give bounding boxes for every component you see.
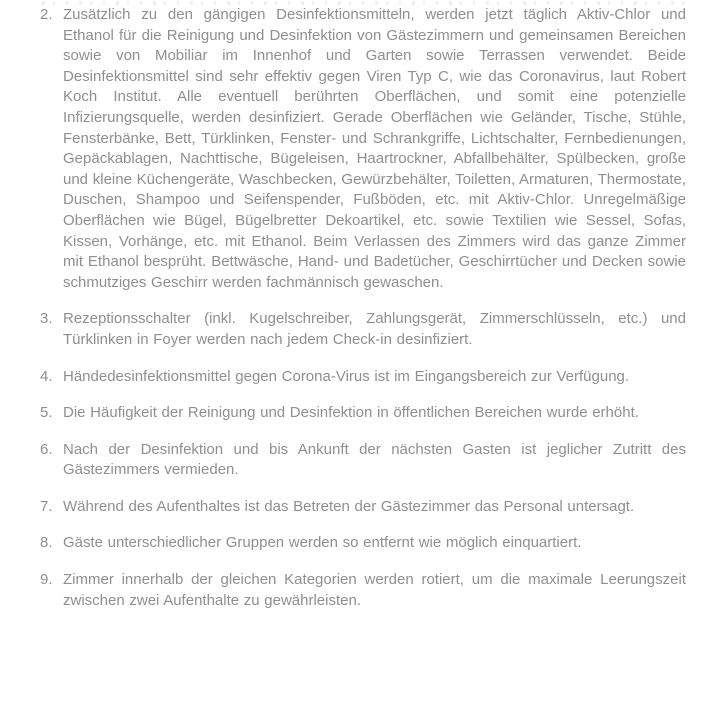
list-item-text: Zimmer innerhalb der gleichen Kategorien werden rotiert, um die maximale Leerungszeit zwischen zwei Aufenthalte zu gewährleisten.: [63, 571, 686, 609]
list-item-number: 7.: [40, 497, 53, 515]
list-item: [40, 440, 686, 481]
list-item: [40, 5, 686, 293]
list-item-number: 9.: [40, 571, 53, 589]
list-item-text: Nach der Desinfektion und bis Ankunft der nächsten Gasten ist jeglicher Zutritt des Gästezimmers vermieden.: [63, 440, 686, 479]
list-item: [40, 403, 686, 424]
list-item-number: 3.: [40, 310, 53, 328]
list-item-number: 2.: [40, 6, 53, 23]
list-item-number: 5.: [40, 404, 53, 422]
list-item-text: Die Häufigkeit der Reinigung und Desinfektion in öffentlichen Bereichen wurde erhöht.: [63, 404, 639, 422]
clipped-text-remnant: [42, 1, 684, 5]
numbered-list: [40, 5, 686, 611]
list-item: [40, 367, 686, 388]
list-item: [40, 309, 686, 350]
list-item-text: Zusätzlich zu den gängigen Desinfektionsmitteln, werden jetzt täglich Aktiv-Chlor und Ethanol für die Reinigung und Desinfektion von Gästezimmern und gemeinsamen Bereichen sowie von Mobiliar im Innenhof und Garten sowie Terrassen verwendet. Beide Desinfektionsmittel sind sehr effektiv gegen Viren Typ C, wie das Coronavirus, laut Robert Koch Institut. Alle eventuell berührten Oberflächen, und somit eine potenzielle Infizierungsquelle, werden desinfiziert. Gerade Oberflächen wie Geländer, Tische, Stühle, Fensterbänke, Bett, Türklinken, Fenster- und Schrankgriffe, Lichtschalter, Fernbedienungen, Gepäckablagen, Nachttische, Bügeleisen, Haartrockner, Abfallbehälter, Spülbecken, große und kleine Küchengeräte, Waschbecken, Gewürzbehälter, Toiletten, Armaturen, Thermostate, Duschen, Shampoo und Seifenspender, Fußböden, etc. mit Aktiv-Chlor. Unregelmäßige Oberflächen wie Bügel, Bügelbretter Dekoartikel, etc. sowie Textilien wie Sessel, Sofas, Kissen, Vorhänge, etc. mit Ethanol. Beim Verlassen des Zimmers wird das ganze Zimmer mit Ethanol besprüht. Bettwäsche, Hand- und Badetücher, Geschirrtücher und Decken sowie schmutziges Geschirr werden fachmännisch gewaschen.: [63, 6, 686, 291]
list-item: [40, 533, 686, 554]
list-item-number: 4.: [40, 367, 53, 385]
list-item-text: Rezeptionsschalter (inkl. Kugelschreiber, Zahlungsgerät, Zimmerschlüsseln, etc.) und Türklinken in Foyer werden nach jedem Check-in desinfiziert.: [63, 310, 686, 348]
list-item-text: Händedesinfektionsmittel gegen Corona-Virus ist im Eingangsbereich zur Verfügung.: [63, 367, 630, 385]
list-item-number: 6.: [40, 440, 53, 458]
list-item-text: Gäste unterschiedlicher Gruppen werden so entfernt wie möglich einquartiert.: [63, 534, 582, 552]
list-item-number: 8.: [40, 534, 53, 552]
list-item: [40, 497, 686, 518]
list-item: [40, 570, 686, 611]
list-item-text: Während des Aufenthaltes ist das Betreten der Gästezimmer das Personal untersagt.: [63, 497, 635, 515]
